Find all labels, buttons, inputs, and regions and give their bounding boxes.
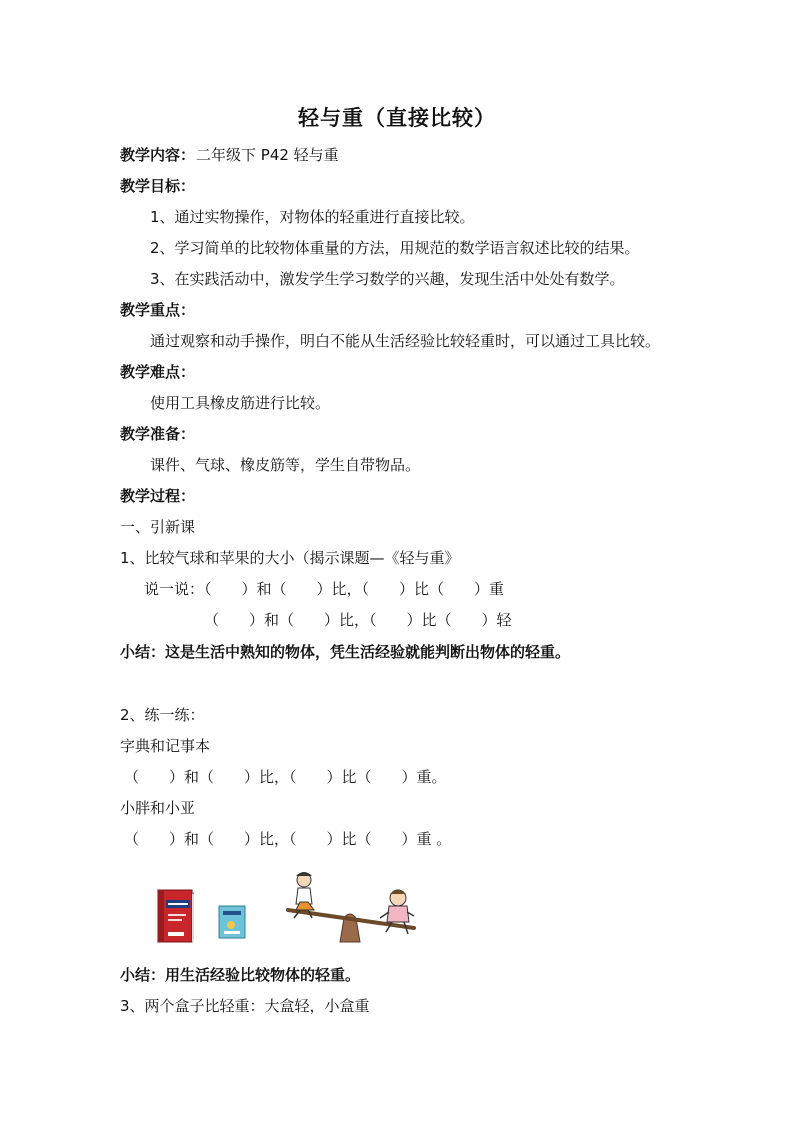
step-2: 2、练一练： — [120, 706, 205, 724]
seesaw-icon — [282, 866, 420, 950]
blank-line-1: （ ）和（ ）比，（ ）比（ ）重。 — [124, 768, 447, 786]
preparation-heading: 教学准备： — [120, 425, 196, 443]
key-points-text: 通过观察和动手操作，明白不能从生活经验比较轻重时，可以通过工具比较。 — [150, 332, 661, 350]
process-heading: 教学过程： — [120, 487, 196, 505]
difficulties-heading: 教学难点： — [120, 363, 196, 381]
pair-2-label: 小胖和小亚 — [120, 799, 196, 817]
difficulties-text: 使用工具橡皮筋进行比较。 — [150, 394, 331, 412]
step-3: 3、两个盒子比轻重：大盒轻，小盒重 — [120, 997, 370, 1015]
step-1: 1、比较气球和苹果的大小（揭示课题—《轻与重》 — [120, 549, 460, 567]
objectives-heading: 教学目标： — [120, 177, 196, 195]
preparation-text: 课件、气球、橡皮筋等，学生自带物品。 — [150, 456, 421, 474]
section-title: 一、引新课 — [120, 518, 196, 536]
content-value: 二年级下 P42 轻与重 — [196, 146, 339, 164]
summary-2: 小结：用生活经验比较物体的轻重。 — [120, 966, 361, 984]
summary-1: 小结：这是生活中熟知的物体，凭生活经验就能判断出物体的轻重。 — [120, 643, 571, 661]
objective-item: 2、学习简单的比较物体重量的方法，用规范的数学语言叙述比较的结果。 — [150, 239, 640, 257]
blank-line-2: （ ）和（ ）比，（ ）比（ ）重 。 — [124, 830, 452, 848]
objective-item: 1、通过实物操作，对物体的轻重进行直接比较。 — [150, 208, 475, 226]
objective-item: 3、在实践活动中，激发学生学习数学的兴趣，发现生活中处处有数学。 — [150, 270, 625, 288]
dictionary-icon — [156, 888, 196, 948]
pair-1-label: 字典和记事本 — [120, 737, 211, 755]
notebook-icon — [218, 905, 246, 943]
page-title: 轻与重（直接比较） — [298, 106, 496, 130]
say-line-heavy: 说一说：（ ）和（ ）比，（ ）比（ ）重 — [144, 580, 505, 598]
key-points-heading: 教学重点： — [120, 301, 196, 319]
say-line-light: （ ）和（ ）比，（ ）比（ ）轻 — [204, 611, 512, 629]
content-label: 教学内容： — [120, 146, 196, 164]
